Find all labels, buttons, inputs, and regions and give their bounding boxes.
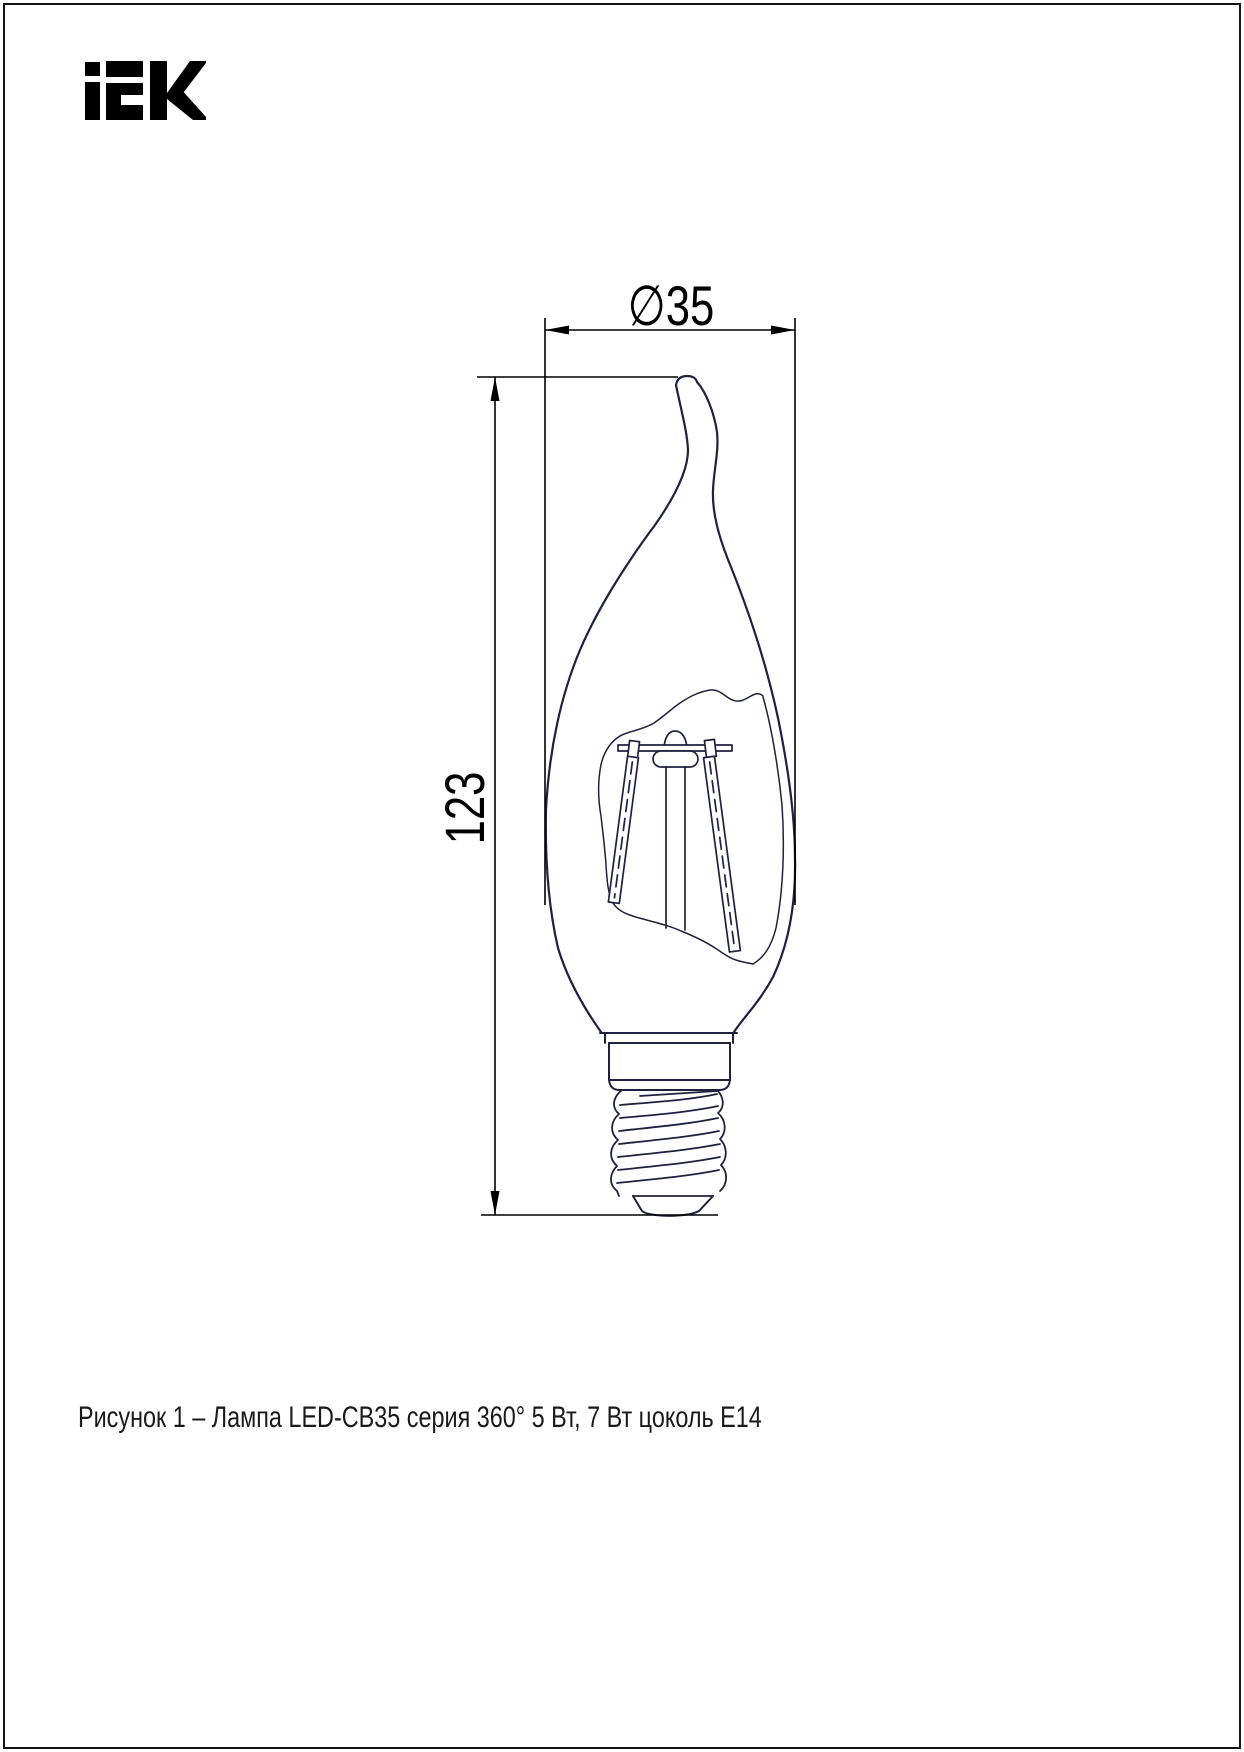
dimension-arrowheads xyxy=(491,326,796,1216)
inner-glass-line xyxy=(753,697,783,964)
right-lead-cap xyxy=(704,739,716,757)
logo-i-dot xyxy=(85,62,100,76)
logo-k-lower-arm xyxy=(167,88,206,120)
logo-e-top-bar xyxy=(106,61,143,77)
logo-i-stem xyxy=(85,82,100,120)
screw-thread xyxy=(611,1090,726,1196)
filament-assembly xyxy=(608,731,740,952)
height-dimension-label: 123 xyxy=(433,771,497,845)
logo-e-lower-block xyxy=(106,83,143,120)
cap-shoulder xyxy=(609,1080,730,1090)
right-filament-rod xyxy=(704,756,741,952)
diameter-dimension-label: ∅35 xyxy=(627,274,715,338)
base-cap xyxy=(600,1033,737,1090)
logo-k-stem xyxy=(150,61,167,120)
stem-flare xyxy=(653,751,698,767)
figure-caption: Рисунок 1 – Лампа LED-CB35 серия 360° 5 Вт, 7 Вт цоколь Е14 xyxy=(78,1401,762,1434)
iek-logo xyxy=(85,61,206,120)
left-filament-rod xyxy=(608,756,638,903)
base-contact-tip xyxy=(633,1196,713,1216)
bulb-outline xyxy=(546,376,795,1032)
lamp-drawing xyxy=(546,376,795,1216)
